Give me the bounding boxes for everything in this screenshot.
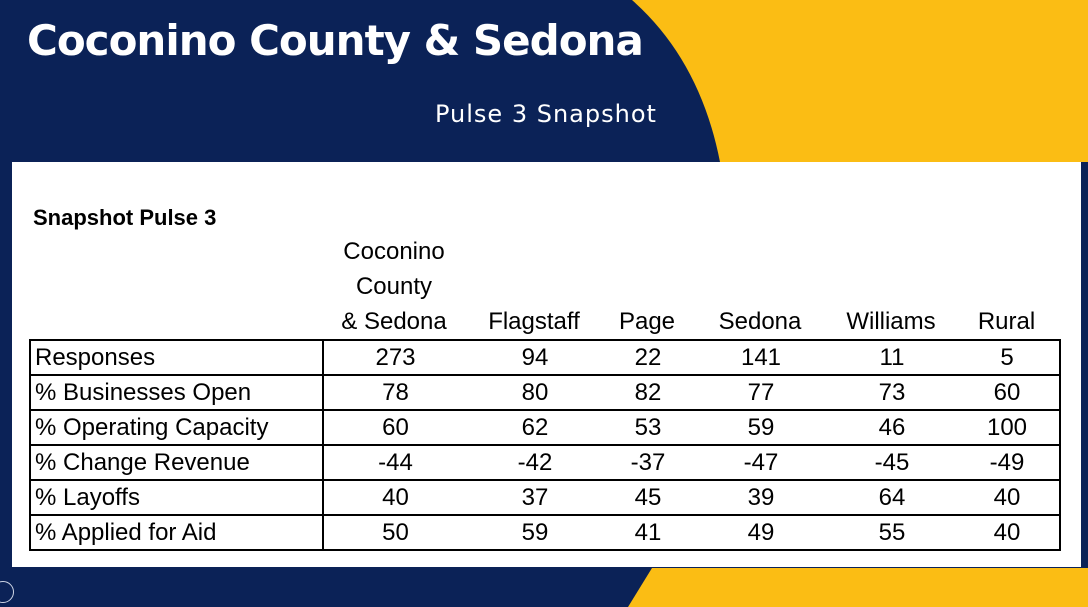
table-cell: 40 — [323, 480, 467, 515]
table-cell: 273 — [375, 344, 416, 371]
table-cell: 59 — [693, 410, 829, 445]
row-label: % Change Revenue — [30, 445, 323, 480]
table-cell: 73 — [829, 375, 955, 410]
row-label: % Applied for Aid — [30, 515, 323, 550]
table-cell: 55 — [829, 515, 955, 550]
row-label: % Operating Capacity — [30, 410, 323, 445]
table-cell: 39 — [693, 480, 829, 515]
gold-bottom-shape — [628, 568, 1088, 607]
table-cell: -42 — [467, 445, 603, 480]
table-cell: 78 — [323, 375, 467, 410]
table-panel — [12, 162, 1081, 567]
table-row — [30, 480, 1060, 515]
table-cell: 11 — [879, 344, 905, 371]
row-label: % Layoffs — [30, 480, 323, 515]
table-title: Snapshot Pulse 3 — [33, 205, 217, 230]
column-header-line: County — [355, 273, 433, 300]
table-row — [30, 410, 1060, 445]
table-row — [30, 445, 1060, 480]
table-cell: 60 — [955, 375, 1060, 410]
table-cell: 82 — [603, 375, 693, 410]
column-header-flagstaff: Flagstaff — [488, 308, 580, 335]
column-header-line: Coconino — [343, 238, 445, 265]
table-cell: -49 — [955, 445, 1060, 480]
slide-title: Coconino County & Sedona — [27, 16, 643, 65]
table-cell: 45 — [603, 480, 693, 515]
column-header-coconino-county-sedona — [322, 234, 466, 339]
table-cell: -37 — [603, 445, 693, 480]
column-header-williams: Williams — [846, 308, 936, 335]
table-cell: 53 — [603, 410, 693, 445]
table-cell: 100 — [955, 410, 1060, 445]
slide-subtitle: Pulse 3 Snapshot — [435, 100, 657, 128]
table-cell: 22 — [634, 344, 662, 371]
table-cell: 49 — [693, 515, 829, 550]
table-cell: 64 — [829, 480, 955, 515]
column-header-line: & Sedona — [341, 308, 447, 335]
table-cell: 94 — [521, 344, 549, 371]
table-cell: 62 — [467, 410, 603, 445]
table-cell: 41 — [603, 515, 693, 550]
table-cell: -45 — [829, 445, 955, 480]
table-cell: -47 — [693, 445, 829, 480]
table-cell: 60 — [323, 410, 467, 445]
table-cell: 50 — [323, 515, 467, 550]
column-header-sedona: Sedona — [718, 308, 802, 335]
table-cell: 141 — [740, 344, 782, 371]
column-header-page: Page — [618, 308, 676, 335]
table-row — [30, 515, 1060, 550]
table-cell: 40 — [955, 515, 1060, 550]
table-cell: 46 — [829, 410, 955, 445]
column-header-rural: Rural — [977, 308, 1036, 335]
row-label: Responses — [30, 340, 323, 375]
table-cell: 59 — [467, 515, 603, 550]
snapshot-table — [29, 339, 1061, 551]
table-row — [30, 340, 1060, 375]
table-cell: 5 — [1000, 344, 1014, 371]
table-cell: 77 — [693, 375, 829, 410]
table-cell: 37 — [467, 480, 603, 515]
table-row — [30, 375, 1060, 410]
table-cell: 80 — [467, 375, 603, 410]
row-label: % Businesses Open — [30, 375, 323, 410]
table-cell: -44 — [323, 445, 467, 480]
table-cell: 40 — [955, 480, 1060, 515]
